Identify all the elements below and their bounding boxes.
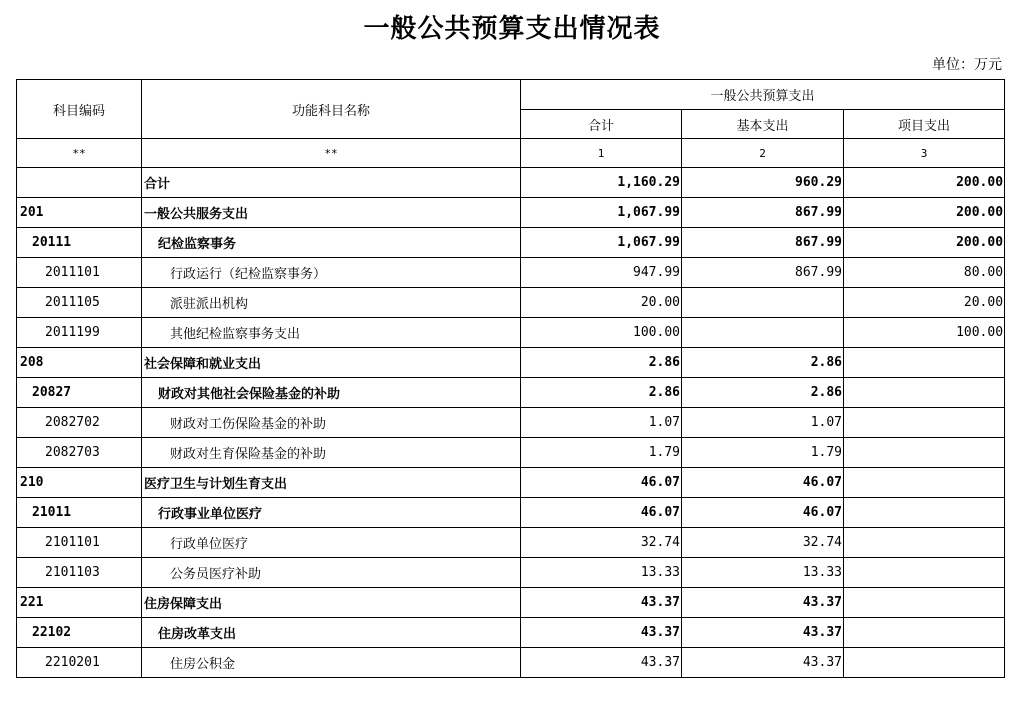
table-row xyxy=(17,258,1005,288)
header-name-mark: ** xyxy=(142,139,521,168)
row-basic: 2.86 xyxy=(682,348,844,378)
header-project: 项目支出 xyxy=(844,110,1005,139)
page-title: 一般公共预算支出情况表 xyxy=(363,14,661,44)
unit-label: 单位：万元 xyxy=(932,57,1002,73)
row-name: 财政对其他社会保险基金的补助 xyxy=(142,378,521,408)
table-row xyxy=(17,648,1005,678)
table-row xyxy=(17,588,1005,618)
row-project xyxy=(844,378,1005,408)
row-total: 1,067.99 xyxy=(521,228,682,258)
row-project: 200.00 xyxy=(844,198,1005,228)
row-code: 22102 xyxy=(17,618,142,648)
header-row-3 xyxy=(17,139,1005,168)
row-project xyxy=(844,438,1005,468)
row-total: 2.86 xyxy=(521,348,682,378)
header-col-2: 2 xyxy=(682,139,844,168)
row-code: 221 xyxy=(17,588,142,618)
table-row xyxy=(17,408,1005,438)
table-row xyxy=(17,348,1005,378)
row-basic: 960.29 xyxy=(682,168,844,198)
row-project: 80.00 xyxy=(844,258,1005,288)
header-col-1: 1 xyxy=(521,139,682,168)
row-total: 1,160.29 xyxy=(521,168,682,198)
row-name: 行政事业单位医疗 xyxy=(142,498,521,528)
row-basic: 43.37 xyxy=(682,588,844,618)
row-code: 201 xyxy=(17,198,142,228)
row-code: 21011 xyxy=(17,498,142,528)
header-total: 合计 xyxy=(521,110,682,139)
row-basic: 43.37 xyxy=(682,648,844,678)
row-project xyxy=(844,618,1005,648)
table-row xyxy=(17,228,1005,258)
row-name: 纪检监察事务 xyxy=(142,228,521,258)
row-total: 2.86 xyxy=(521,378,682,408)
row-basic: 1.07 xyxy=(682,408,844,438)
row-project xyxy=(844,348,1005,378)
row-total: 100.00 xyxy=(521,318,682,348)
header-name: 功能科目名称 xyxy=(142,80,521,139)
table-row xyxy=(17,528,1005,558)
row-code: 208 xyxy=(17,348,142,378)
row-code: 2101101 xyxy=(17,528,142,558)
row-name: 住房公积金 xyxy=(142,648,521,678)
row-project xyxy=(844,528,1005,558)
row-name: 合计 xyxy=(142,168,521,198)
row-total: 43.37 xyxy=(521,618,682,648)
row-total: 1.79 xyxy=(521,438,682,468)
table-row xyxy=(17,468,1005,498)
row-total: 46.07 xyxy=(521,468,682,498)
row-code: 2011101 xyxy=(17,258,142,288)
row-name: 公务员医疗补助 xyxy=(142,558,521,588)
table-row xyxy=(17,168,1005,198)
table-row xyxy=(17,198,1005,228)
row-code: 20111 xyxy=(17,228,142,258)
row-name: 医疗卫生与计划生育支出 xyxy=(142,468,521,498)
row-code: 2101103 xyxy=(17,558,142,588)
row-code: 2210201 xyxy=(17,648,142,678)
header-code-mark: ** xyxy=(17,139,142,168)
row-basic: 46.07 xyxy=(682,468,844,498)
row-total: 43.37 xyxy=(521,588,682,618)
table-row xyxy=(17,438,1005,468)
row-name: 行政单位医疗 xyxy=(142,528,521,558)
row-basic: 13.33 xyxy=(682,558,844,588)
row-total: 46.07 xyxy=(521,498,682,528)
row-project: 200.00 xyxy=(844,228,1005,258)
row-basic: 867.99 xyxy=(682,228,844,258)
header-row-1 xyxy=(17,80,1005,110)
row-project xyxy=(844,588,1005,618)
row-basic: 867.99 xyxy=(682,198,844,228)
row-project xyxy=(844,498,1005,528)
row-total: 1,067.99 xyxy=(521,198,682,228)
row-total: 43.37 xyxy=(521,648,682,678)
table-row xyxy=(17,318,1005,348)
row-name: 住房改革支出 xyxy=(142,618,521,648)
row-basic: 32.74 xyxy=(682,528,844,558)
table-row xyxy=(17,288,1005,318)
table-row xyxy=(17,558,1005,588)
row-code: 2082703 xyxy=(17,438,142,468)
row-project: 100.00 xyxy=(844,318,1005,348)
row-basic: 2.86 xyxy=(682,378,844,408)
row-project xyxy=(844,468,1005,498)
row-code: 210 xyxy=(17,468,142,498)
row-code: 20827 xyxy=(17,378,142,408)
header-group: 一般公共预算支出 xyxy=(521,80,1005,110)
row-project xyxy=(844,408,1005,438)
row-basic xyxy=(682,288,844,318)
row-code: 2011105 xyxy=(17,288,142,318)
row-basic: 46.07 xyxy=(682,498,844,528)
row-total: 20.00 xyxy=(521,288,682,318)
row-basic: 43.37 xyxy=(682,618,844,648)
table-row xyxy=(17,378,1005,408)
row-project: 200.00 xyxy=(844,168,1005,198)
row-code xyxy=(17,168,142,198)
header-col-3: 3 xyxy=(844,139,1005,168)
row-name: 一般公共服务支出 xyxy=(142,198,521,228)
row-total: 32.74 xyxy=(521,528,682,558)
row-name: 社会保障和就业支出 xyxy=(142,348,521,378)
row-code: 2082702 xyxy=(17,408,142,438)
budget-table xyxy=(16,79,1005,678)
row-code: 2011199 xyxy=(17,318,142,348)
row-total: 947.99 xyxy=(521,258,682,288)
row-name: 住房保障支出 xyxy=(142,588,521,618)
row-name: 财政对生育保险基金的补助 xyxy=(142,438,521,468)
row-project xyxy=(844,558,1005,588)
row-name: 其他纪检监察事务支出 xyxy=(142,318,521,348)
table-row xyxy=(17,498,1005,528)
row-name: 行政运行（纪检监察事务） xyxy=(142,258,521,288)
table-row xyxy=(17,618,1005,648)
table-body xyxy=(17,168,1005,678)
row-project xyxy=(844,648,1005,678)
row-basic: 867.99 xyxy=(682,258,844,288)
row-name: 派驻派出机构 xyxy=(142,288,521,318)
row-basic: 1.79 xyxy=(682,438,844,468)
row-total: 13.33 xyxy=(521,558,682,588)
row-name: 财政对工伤保险基金的补助 xyxy=(142,408,521,438)
row-project: 20.00 xyxy=(844,288,1005,318)
row-total: 1.07 xyxy=(521,408,682,438)
header-basic: 基本支出 xyxy=(682,110,844,139)
row-basic xyxy=(682,318,844,348)
header-code: 科目编码 xyxy=(17,80,142,139)
